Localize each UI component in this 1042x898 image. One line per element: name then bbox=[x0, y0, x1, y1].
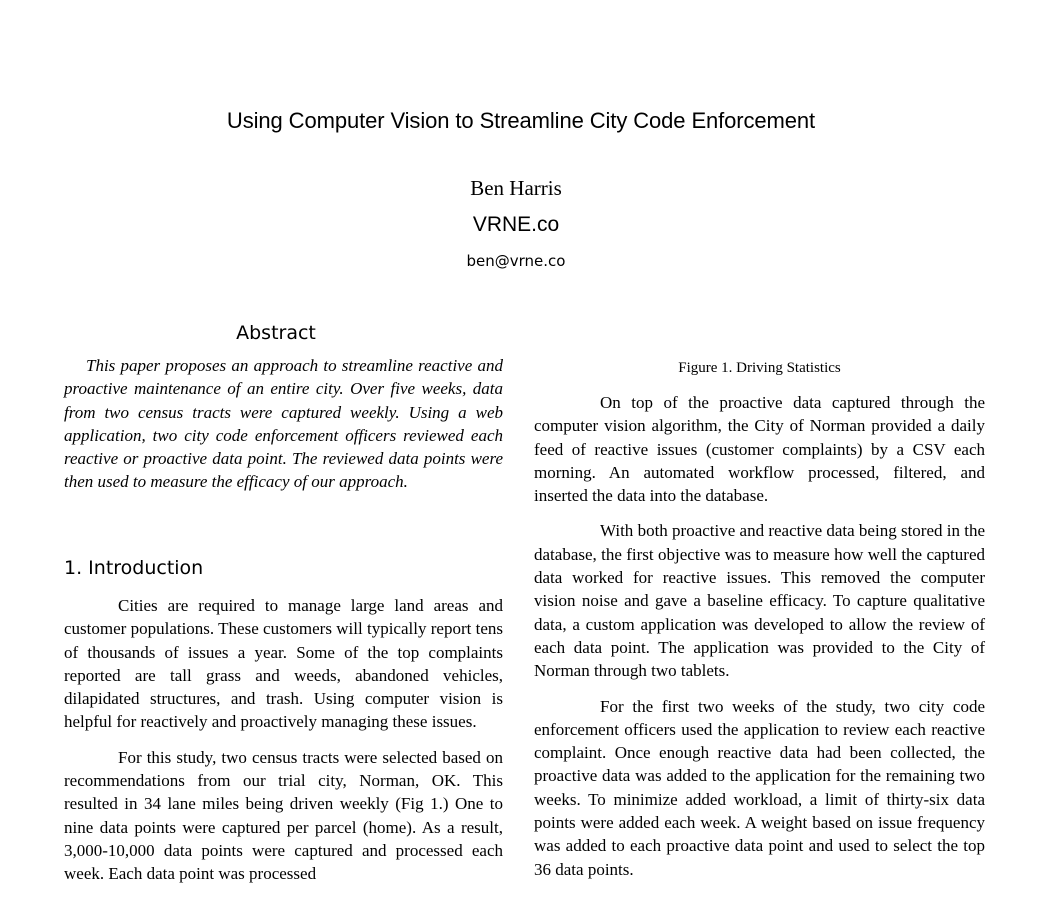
right-paragraph-2: With both proactive and reactive data being stored in the database, the first objective was to measure how well the captured data worked for reactive issues. This removed the computer vision noise and gave a baseline efficacy. To capture qualitative data, a custom application was developed to allow the review of each data point. The application was provided to the City of Norman through two tablets. bbox=[534, 521, 985, 681]
paper-title: Using Computer Vision to Streamline City Code Enforcement bbox=[226, 108, 816, 133]
author-email: ben@vrne.co bbox=[466, 252, 566, 270]
intro-paragraph-1: Cities are required to manage large land areas and customer populations. These customers will typically report tens of thousands of issues a year. Some of the top complaints reported are tall grass and weeds, abandoned vehicles, dilapidated structures, and trash. Using computer vision is helpful for reactively and proactively managing these issues. bbox=[64, 596, 503, 732]
right-paragraph-1: On top of the proactive data captured through the computer vision algorithm, the City of Norman provided a daily feed of reactive issues (customer complaints) by a CSV each morning. An automated workflow processed, filtered, and inserted the data into the database. bbox=[534, 393, 985, 506]
abstract-heading: Abstract bbox=[236, 322, 316, 344]
introduction-heading: 1. Introduction bbox=[64, 557, 204, 579]
author-name: Ben Harris bbox=[470, 176, 562, 200]
right-paragraph-3: For the first two weeks of the study, two city code enforcement officers used the application to review each reactive complaint. Once enough reactive data had been collected, the proactive data was added to the application for the remaining two weeks. To minimize added workload, a limit of thirty-six data points were added each week. A weight based on issue frequency was added to each proactive data point and used to select the top 36 data points. bbox=[534, 696, 985, 879]
intro-paragraph-2: For this study, two census tracts were selected based on recommendations from our trial city, Norman, OK. This resulted in 34 lane miles being driven weekly (Fig 1.) One to nine data points were captured per parcel (home). As a result, 3,000-10,000 data points were captured and processed each week. Each data point was processed bbox=[64, 747, 503, 884]
abstract-section bbox=[64, 354, 503, 494]
right-column-body bbox=[534, 391, 985, 893]
figure-caption: Figure 1. Driving Statistics bbox=[678, 360, 841, 376]
introduction-body bbox=[64, 594, 503, 898]
abstract-text: This paper proposes an approach to streamline reactive and proactive maintenance of an entire city. Over five weeks, data from two census tracts were captured weekly. Using a web application, two city code enforcement officers reviewed each reactive or proactive data point. The reviewed data points were then used to measure the efficacy of our approach. bbox=[64, 356, 503, 492]
author-organization: VRNE.co bbox=[472, 213, 560, 236]
